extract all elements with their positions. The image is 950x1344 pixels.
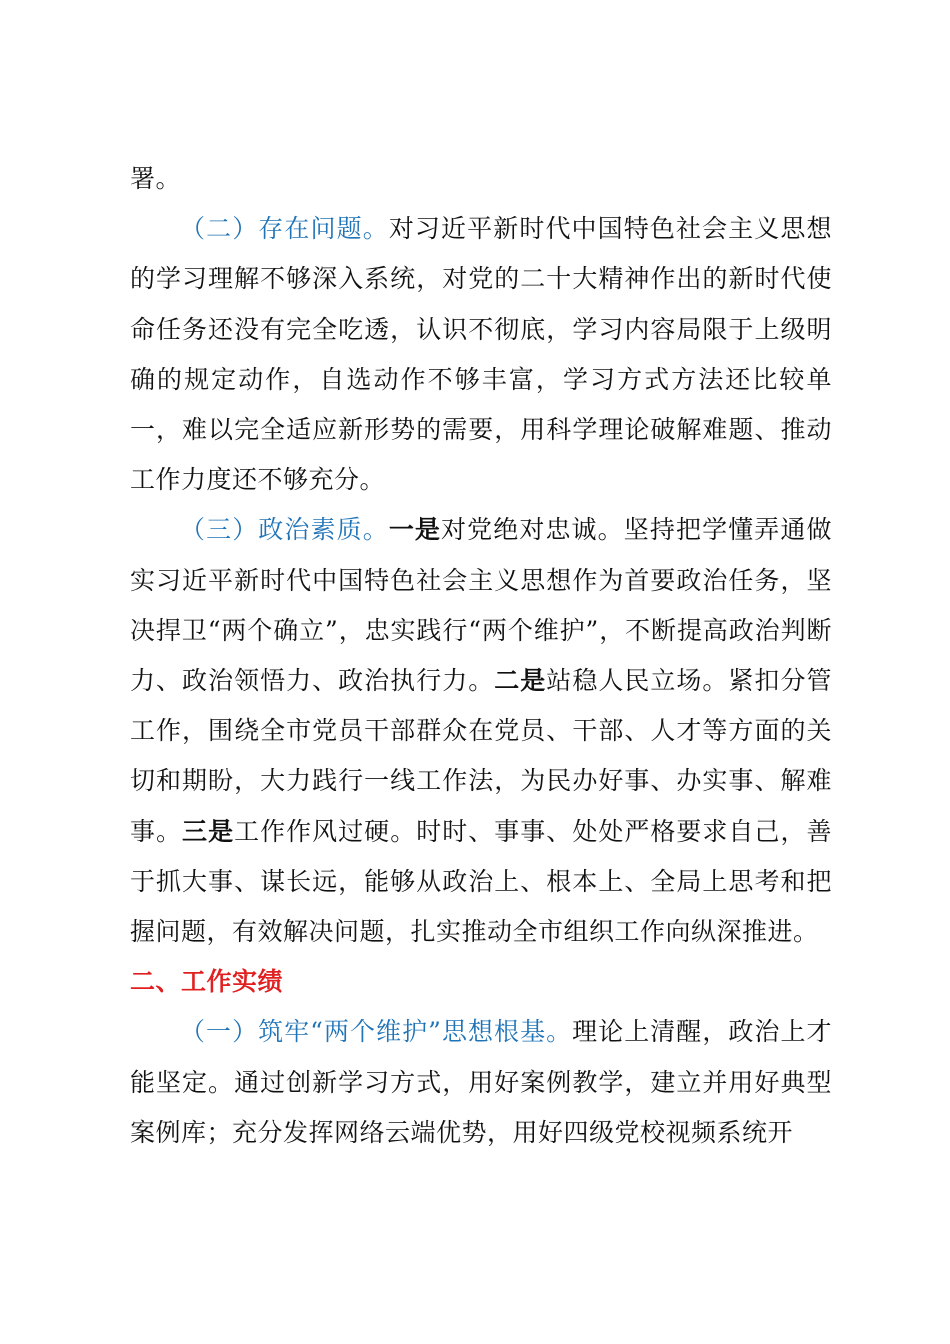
paragraph-ideological-foundation xyxy=(130,1007,832,1158)
subheading-ideological-foundation: （一）筑牢“两个维护”思想根基。 xyxy=(180,1017,573,1047)
subheading-existing-problems: （二）存在问题。 xyxy=(180,214,389,244)
paragraph-text: 对党绝对忠诚。坚持把学懂弄通做实习近平新时代中国特色社会主义思想作为首要政治任务，坚决捍卫“两个确立”，忠实践行“两个维护”，不断提高政治判断力、政治领悟力、政治执行力。 xyxy=(130,515,832,696)
paragraph-political-quality xyxy=(130,505,832,957)
lead-phrase-third: 三是 xyxy=(182,816,235,846)
paragraph-text: 对习近平新时代中国特色社会主义思想的学习理解不够深入系统，对党的二十大精神作出的新时代使命任务还没有完全吃透，认识不彻底，学习内容局限于上级明确的规定动作，自选动作不够丰富，学习方式方法还比较单一，难以完全适应新形势的需要，用科学理论破解难题、推动工作力度还不够充分。 xyxy=(130,214,832,495)
document-body xyxy=(130,154,832,1158)
paragraph-text: 署。 xyxy=(130,164,182,193)
paragraph-existing-problems xyxy=(130,204,832,505)
paragraph-text: 站稳人民立场。紧扣分管工作，围绕全市党员干部群众在党员、干部、人才等方面的关切和期盼，大力践行一线工作法，为民办好事、办实事、解难事。 xyxy=(130,666,832,846)
section-title-work-achievements: 二、工作实绩 xyxy=(130,967,284,997)
paragraph-continuation xyxy=(130,154,832,204)
paragraph-text: 工作作风过硬。时时、事事、处处严格要求自己，善于抓大事、谋长远，能够从政治上、根本上、全局上思考和把握问题，有效解决问题，扎实推动全市组织工作向纵深推进。 xyxy=(130,816,832,947)
subheading-political-quality: （三）政治素质。 xyxy=(180,515,389,545)
lead-phrase-first: 一是 xyxy=(388,515,442,545)
lead-phrase-second: 二是 xyxy=(494,666,547,696)
paragraph-text: 理论上清醒，政治上才能坚定。通过创新学习方式，用好案例教学，建立并用好典型案例库；充分发挥网络云端优势，用好四级党校视频系统开 xyxy=(130,1017,832,1147)
